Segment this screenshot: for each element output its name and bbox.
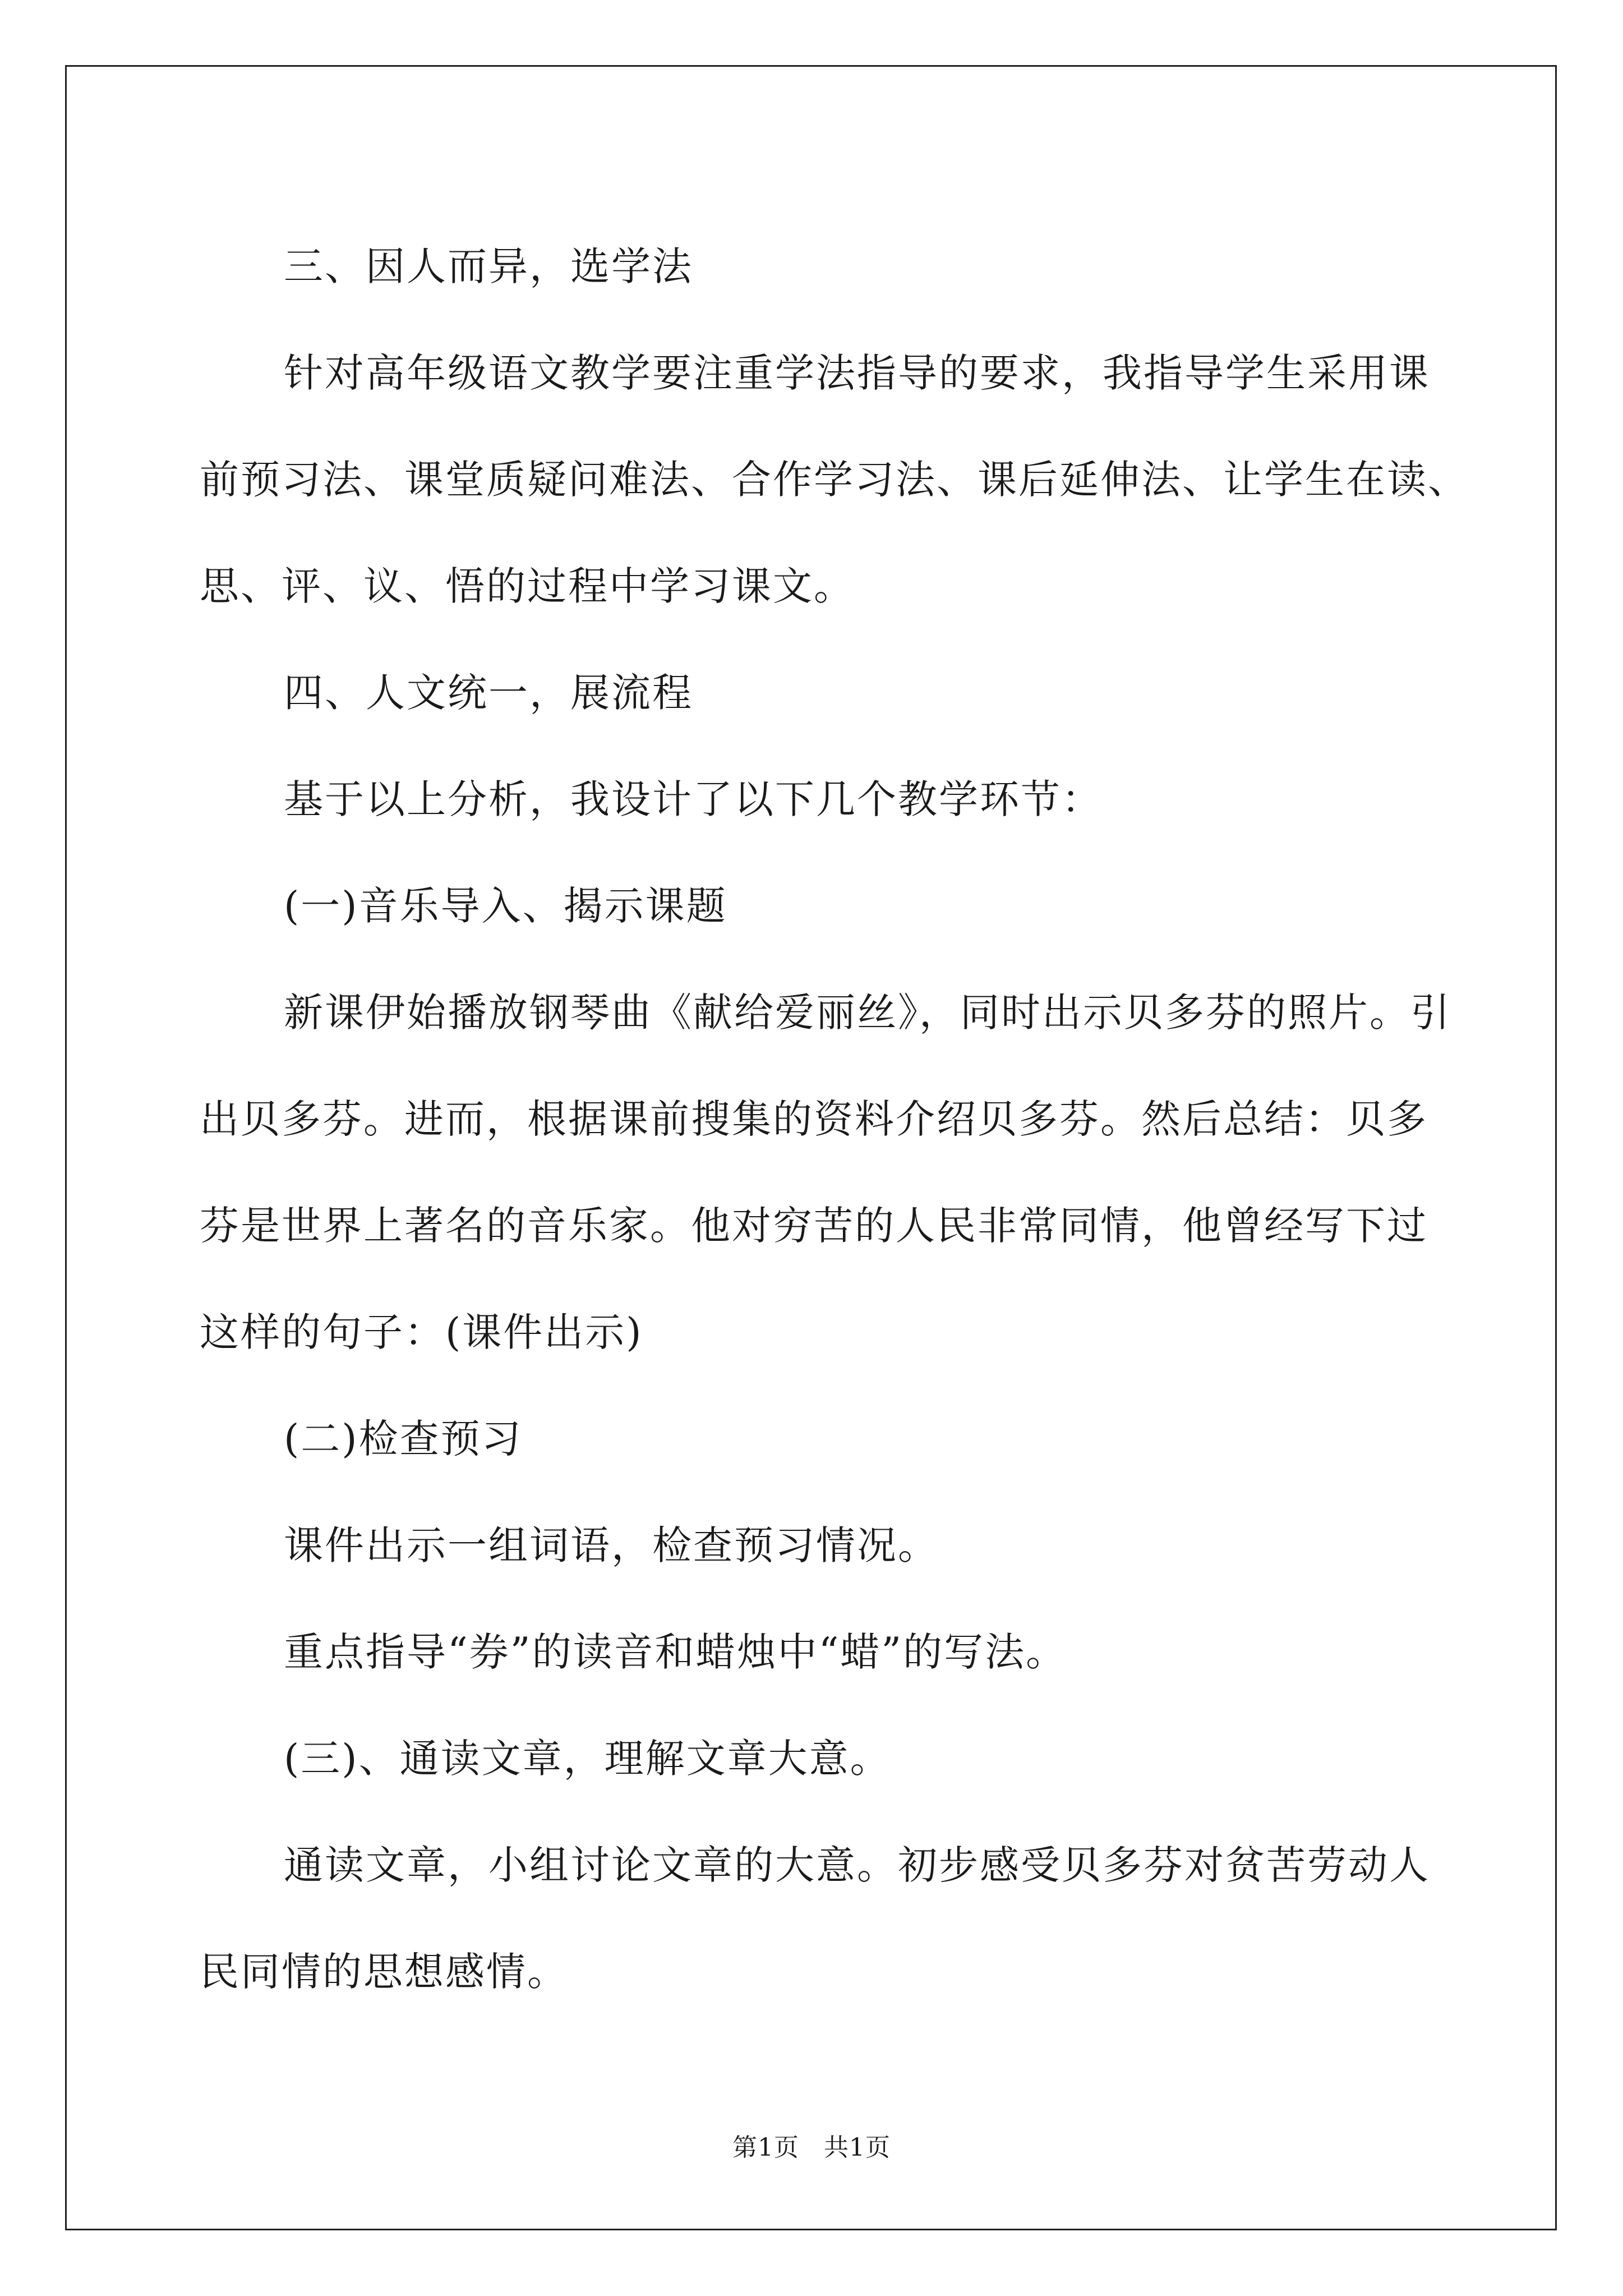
paragraph-line: 针对高年级语文教学要注重学法指导的要求，我指导学生采用课	[284, 350, 1430, 396]
paragraph-line: 这样的句子：(课件出示)	[200, 1309, 643, 1355]
paragraph-line: 通读文章，小组讨论文章的大意。初步感受贝多芬对贫苦劳动人	[284, 1842, 1430, 1888]
page-footer	[0, 2127, 1623, 2163]
paragraph-line: 课件出示一组词语，检查预习情况。	[284, 1522, 939, 1568]
subsection-heading-3: (三)、通读文章，理解文章大意。	[284, 1736, 891, 1782]
page-total: 共1页	[824, 2133, 891, 2162]
paragraph-line: 出贝多芬。进而，根据课前搜集的资料介绍贝多芬。然后总结：贝多	[200, 1096, 1428, 1142]
document-body	[200, 213, 1467, 2025]
subsection-heading-1: (一)音乐导入、揭示课题	[284, 883, 727, 929]
paragraph-line: 基于以上分析，我设计了以下几个教学环节：	[284, 776, 1103, 822]
page-number: 第1页	[732, 2133, 799, 2162]
paragraph-line: 新课伊始播放钢琴曲《献给爱丽丝》，同时出示贝多芬的照片。引	[284, 990, 1451, 1036]
paragraph-line: 芬是世界上著名的音乐家。他对穷苦的人民非常同情，他曾经写下过	[200, 1203, 1428, 1249]
paragraph-line: 民同情的思想感情。	[200, 1949, 568, 1995]
subsection-heading-2: (二)检查预习	[284, 1416, 523, 1462]
section-heading-4: 四、人文统一，展流程	[284, 670, 693, 716]
paragraph-line: 重点指导“券”的读音和蜡烛中“蜡”的写法。	[284, 1629, 1067, 1675]
section-heading-3: 三、因人而异，选学法	[284, 243, 693, 289]
paragraph-line: 思、评、议、悟的过程中学习课文。	[200, 563, 855, 609]
paragraph-line: 前预习法、课堂质疑问难法、合作学习法、课后延伸法、让学生在读、	[200, 457, 1469, 503]
